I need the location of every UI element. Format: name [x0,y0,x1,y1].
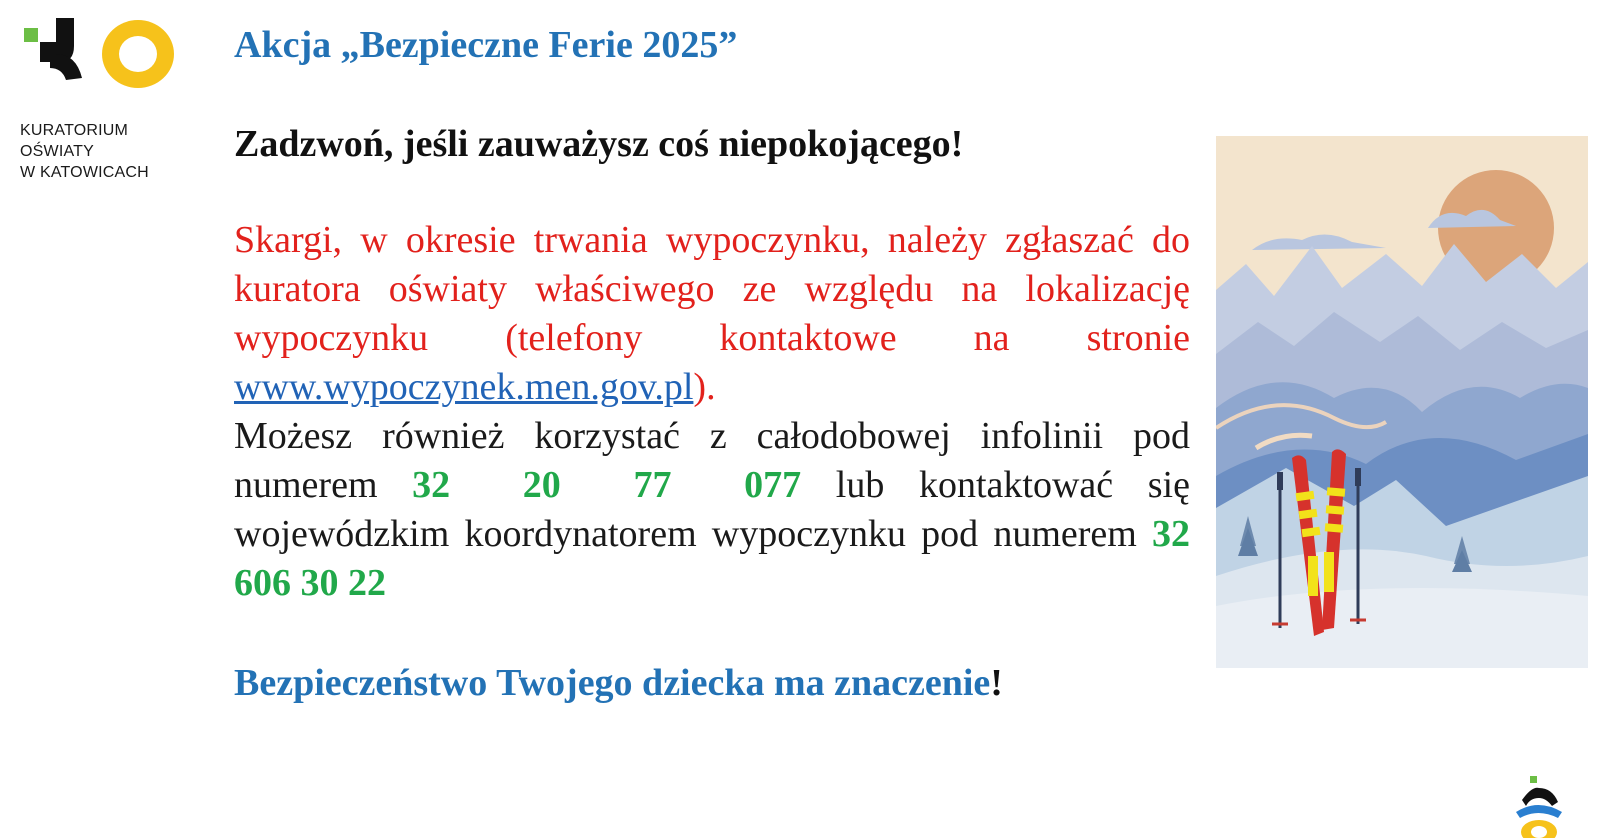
main-text [234,216,1190,608]
closing-exclamation: ! [990,662,1003,704]
hotline-number: 32 20 77 077 [412,464,802,506]
complaints-after-link: ). [693,366,716,408]
hotline-paragraph [234,412,1190,608]
logo-line: OŚWIATY [20,143,94,160]
kuratorium-logo [20,14,185,183]
winter-ski-illustration [1216,136,1588,668]
page-subtitle: Zadzwoń, jeśli zauważysz coś niepokojącego! [234,123,964,165]
hotline-text-1: Możesz również korzystać z całodobowej infolinii pod numerem [234,415,1190,506]
coordinator-number: 32 606 30 22 [234,513,1190,604]
closing-line [234,658,1003,708]
complaints-paragraph [234,216,1190,412]
header [234,20,1190,169]
logo-line: W KATOWICACH [20,164,149,181]
page-title: Akcja „Bezpieczne Ferie 2025” [234,24,738,66]
ko-corner-logo-icon [1508,776,1570,838]
logo-line: KURATORIUM [20,122,129,139]
closing-text: Bezpieczeństwo Twojego dziecka ma znaczenie [234,662,991,704]
complaints-text: Skargi, w okresie trwania wypoczynku, należy zgłaszać do kuratora oświaty właściwego ze względu na lokalizację wypoczynku (telefony kontaktowe na stronie [234,219,1190,359]
ko-logo-mark-icon [20,14,180,94]
logo-text [20,120,185,183]
wypoczynek-link[interactable]: www.wypoczynek.men.gov.pl [234,366,694,408]
hotline-text-2: lub kontaktować się wojewódzkim koordynatorem wypoczynku pod numerem [234,464,1190,555]
